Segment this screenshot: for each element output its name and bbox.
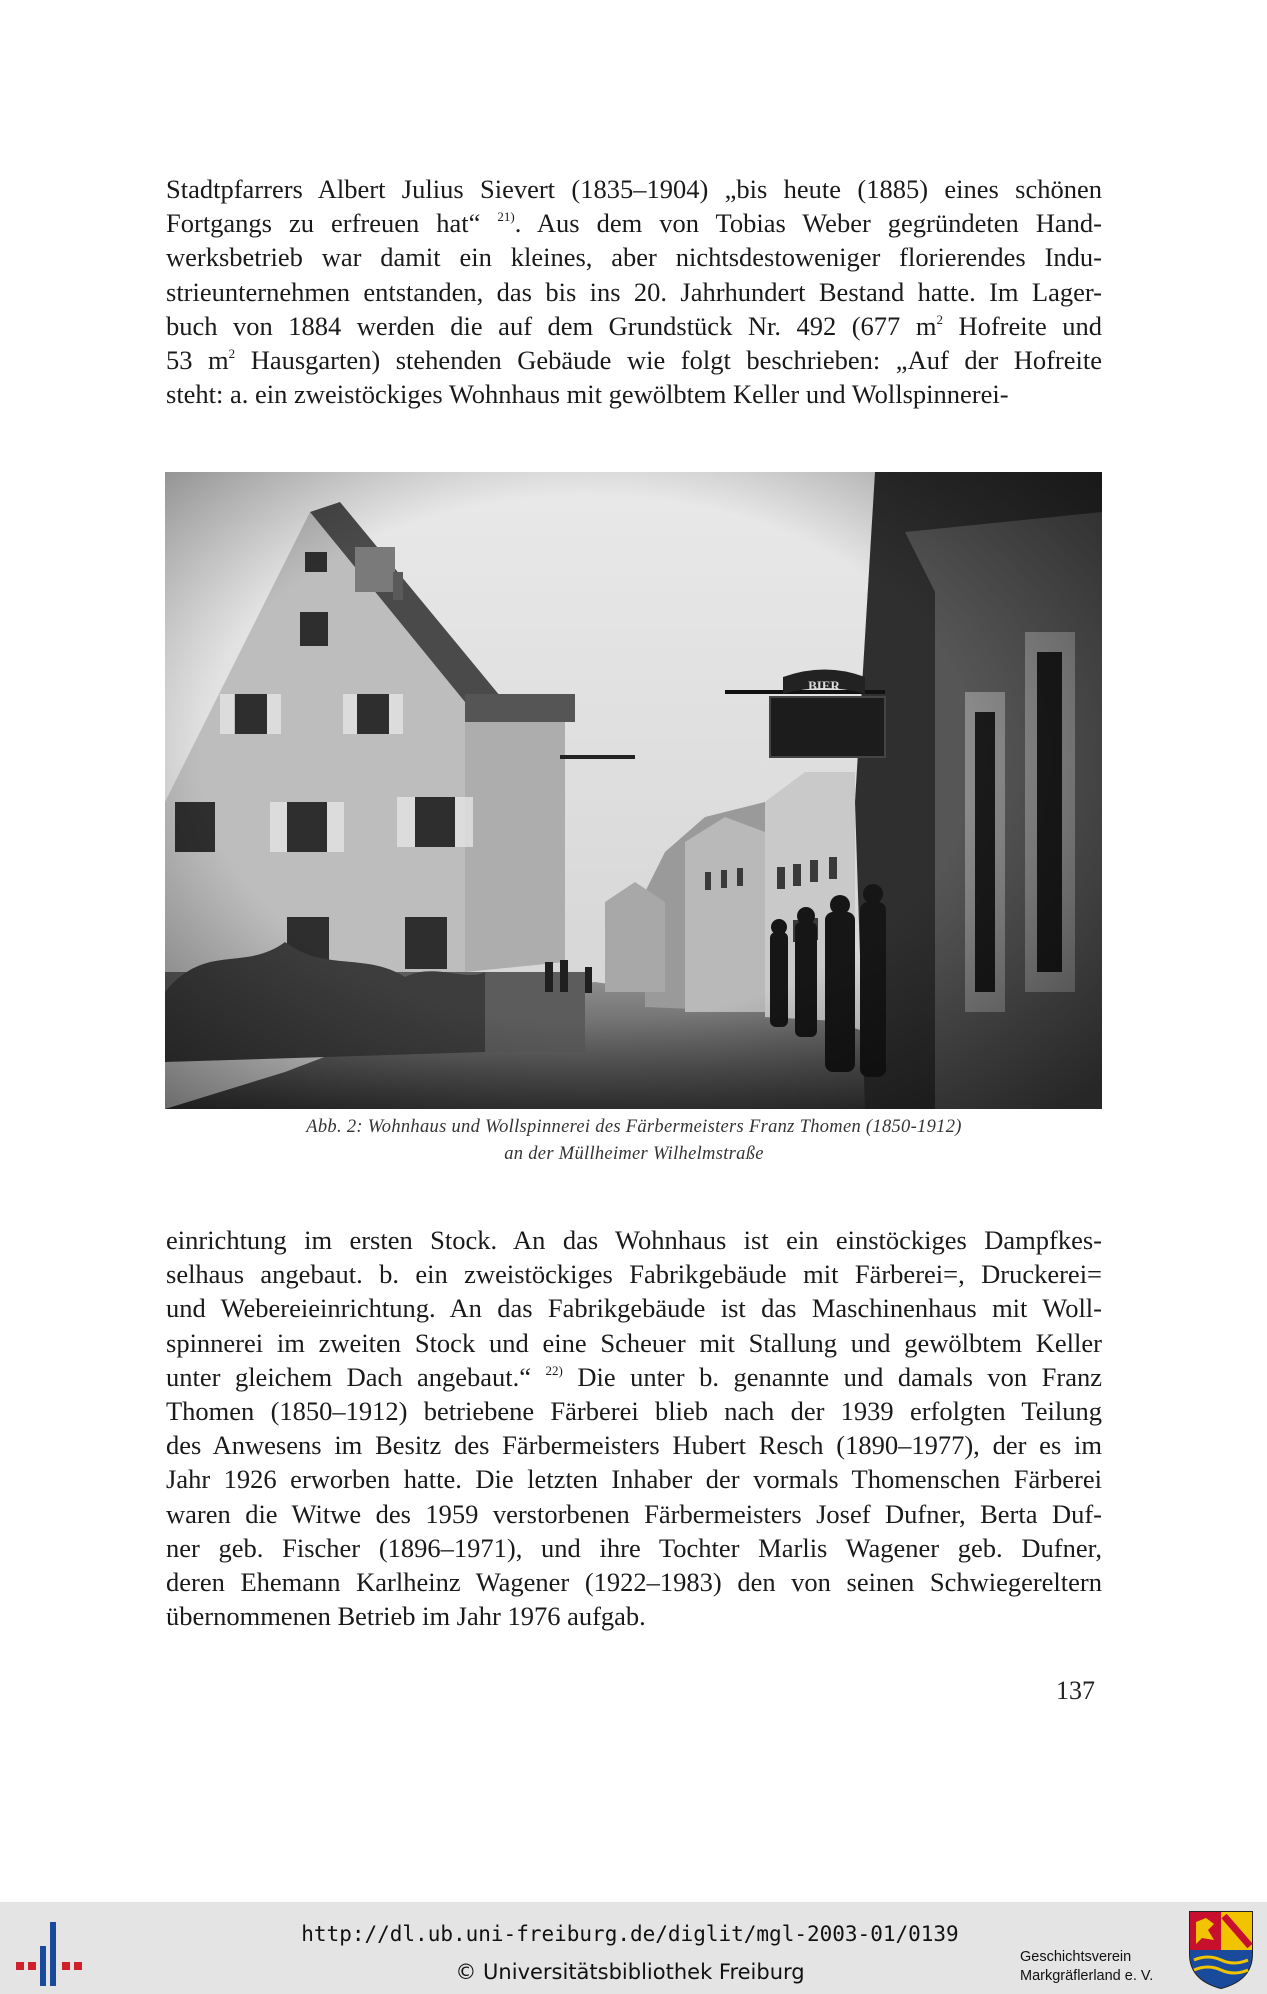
figure-caption-line-1: Abb. 2: Wohnhaus und Wollspinnerei des Färbermeisters Franz Thomen (1850-1912) [306, 1117, 962, 1137]
text-line [166, 1497, 1102, 1531]
text-line [166, 1462, 1102, 1496]
text-run: werksbetrieb war damit ein kleines, aber nichtsdestoweniger florierendes Indu- [166, 242, 1102, 273]
text-run: und Webereieinrichtung. An das Fabrikgebäude ist das Maschinenhaus mit Woll- [166, 1293, 1102, 1324]
text-run: spinnerei im zweiten Stock und eine Scheuer mit Stallung und gewölbtem Keller [166, 1327, 1102, 1358]
text-line [166, 1291, 1102, 1325]
text-run: Stadtpfarrers Albert Julius Sievert (1835–1904) „bis heute (1885) eines schönen [166, 174, 1102, 204]
text-line [166, 377, 1102, 411]
ub-freiburg-logo-icon [14, 1918, 84, 1990]
text-run: selhaus angebaut. b. ein zweistöckiges Fabrikgebäude mit Färberei=, Druckerei= [166, 1259, 1102, 1290]
text-run: buch von 1884 werden die auf dem Grundstück Nr. 492 (677 m [166, 310, 937, 341]
text-run: Thomen (1850–1912) betriebene Färberei blieb nach der 1939 erfolgten Teilung [166, 1396, 1102, 1427]
text-run: unter gleichem Dach angebaut.“ [166, 1361, 546, 1392]
text-run: einrichtung im ersten Stock. An das Wohnhaus ist ein einstöckiges Dampfkes- [166, 1225, 1102, 1255]
text-line [166, 275, 1102, 309]
text-line [166, 343, 1102, 377]
text-run: waren die Witwe des 1959 verstorbenen Färbermeisters Josef Dufner, Berta Duf- [166, 1498, 1102, 1529]
society-name [1020, 1948, 1153, 1986]
text-line [166, 1599, 1102, 1633]
text-run: Die unter b. genannte und damals von Franz [562, 1361, 1102, 1392]
footnote-marker: 21) [497, 209, 515, 225]
text-run: ner geb. Fischer (1896–1971), und ihre Tochter Marlis Wagener geb. Dufner, [166, 1532, 1102, 1563]
text-run: 53 m [166, 345, 229, 376]
footnote-marker: 2 [228, 346, 236, 362]
text-line [166, 1223, 1102, 1257]
text-line [166, 309, 1102, 343]
text-run: Jahr 1926 erworben hatte. Die letzten Inhaber der vormals Thomenschen Färberei [166, 1464, 1102, 1495]
body-paragraph-1 [166, 172, 1102, 411]
footer-bar [0, 1902, 1267, 1994]
source-url[interactable]: http://dl.ub.uni-freiburg.de/diglit/mgl-2003-01/0139 [301, 1922, 959, 1946]
text-run: steht: a. ein zweistöckiges Wohnhaus mit gewölbtem Keller und Wollspinnerei- [166, 379, 1009, 410]
copyright-text: © Universitätsbibliothek Freiburg [455, 1960, 805, 1984]
figure-caption-line-2: an der Müllheimer Wilhelmstraße [504, 1144, 764, 1164]
text-line [166, 1360, 1102, 1394]
text-line [166, 1257, 1102, 1291]
text-line [166, 1326, 1102, 1360]
society-name-line-1: Geschichtsverein [1020, 1949, 1132, 1965]
text-run: strieunternehmen entstanden, das bis ins 20. Jahrhundert Bestand hatte. Im Lager- [166, 276, 1102, 307]
text-line [166, 240, 1102, 274]
text-line [166, 172, 1102, 206]
text-line [166, 1565, 1102, 1599]
text-run: Hausgarten) stehenden Gebäude wie folgt beschrieben: „Auf der Hofreite [235, 345, 1102, 376]
text-line [166, 1531, 1102, 1565]
text-run: Hofreite und [942, 310, 1102, 341]
text-run: deren Ehemann Karlheinz Wagener (1922–1983) den von seinen Schwiegereltern [166, 1567, 1102, 1598]
historic-street-photo [165, 472, 1102, 1109]
text-line [166, 1394, 1102, 1428]
text-run: Fortgangs zu erfreuen hat“ [166, 208, 498, 239]
society-name-line-2: Markgräflerland e. V. [1020, 1968, 1154, 1984]
footnote-marker: 2 [936, 311, 943, 327]
body-paragraph-2 [166, 1223, 1102, 1633]
text-line [166, 1428, 1102, 1462]
text-line [166, 206, 1102, 240]
text-run: . Aus dem von Tobias Weber gegründeten Hand- [514, 208, 1102, 239]
page-number: 137 [1056, 1676, 1095, 1705]
text-run: des Anwesens im Besitz des Färbermeisters Hubert Resch (1890–1977), der es im [166, 1430, 1102, 1461]
markgraeflerland-crest-icon [1188, 1910, 1254, 1990]
footnote-marker: 22) [545, 1362, 563, 1378]
text-run: übernommenen Betrieb im Jahr 1976 aufgab. [166, 1601, 646, 1632]
